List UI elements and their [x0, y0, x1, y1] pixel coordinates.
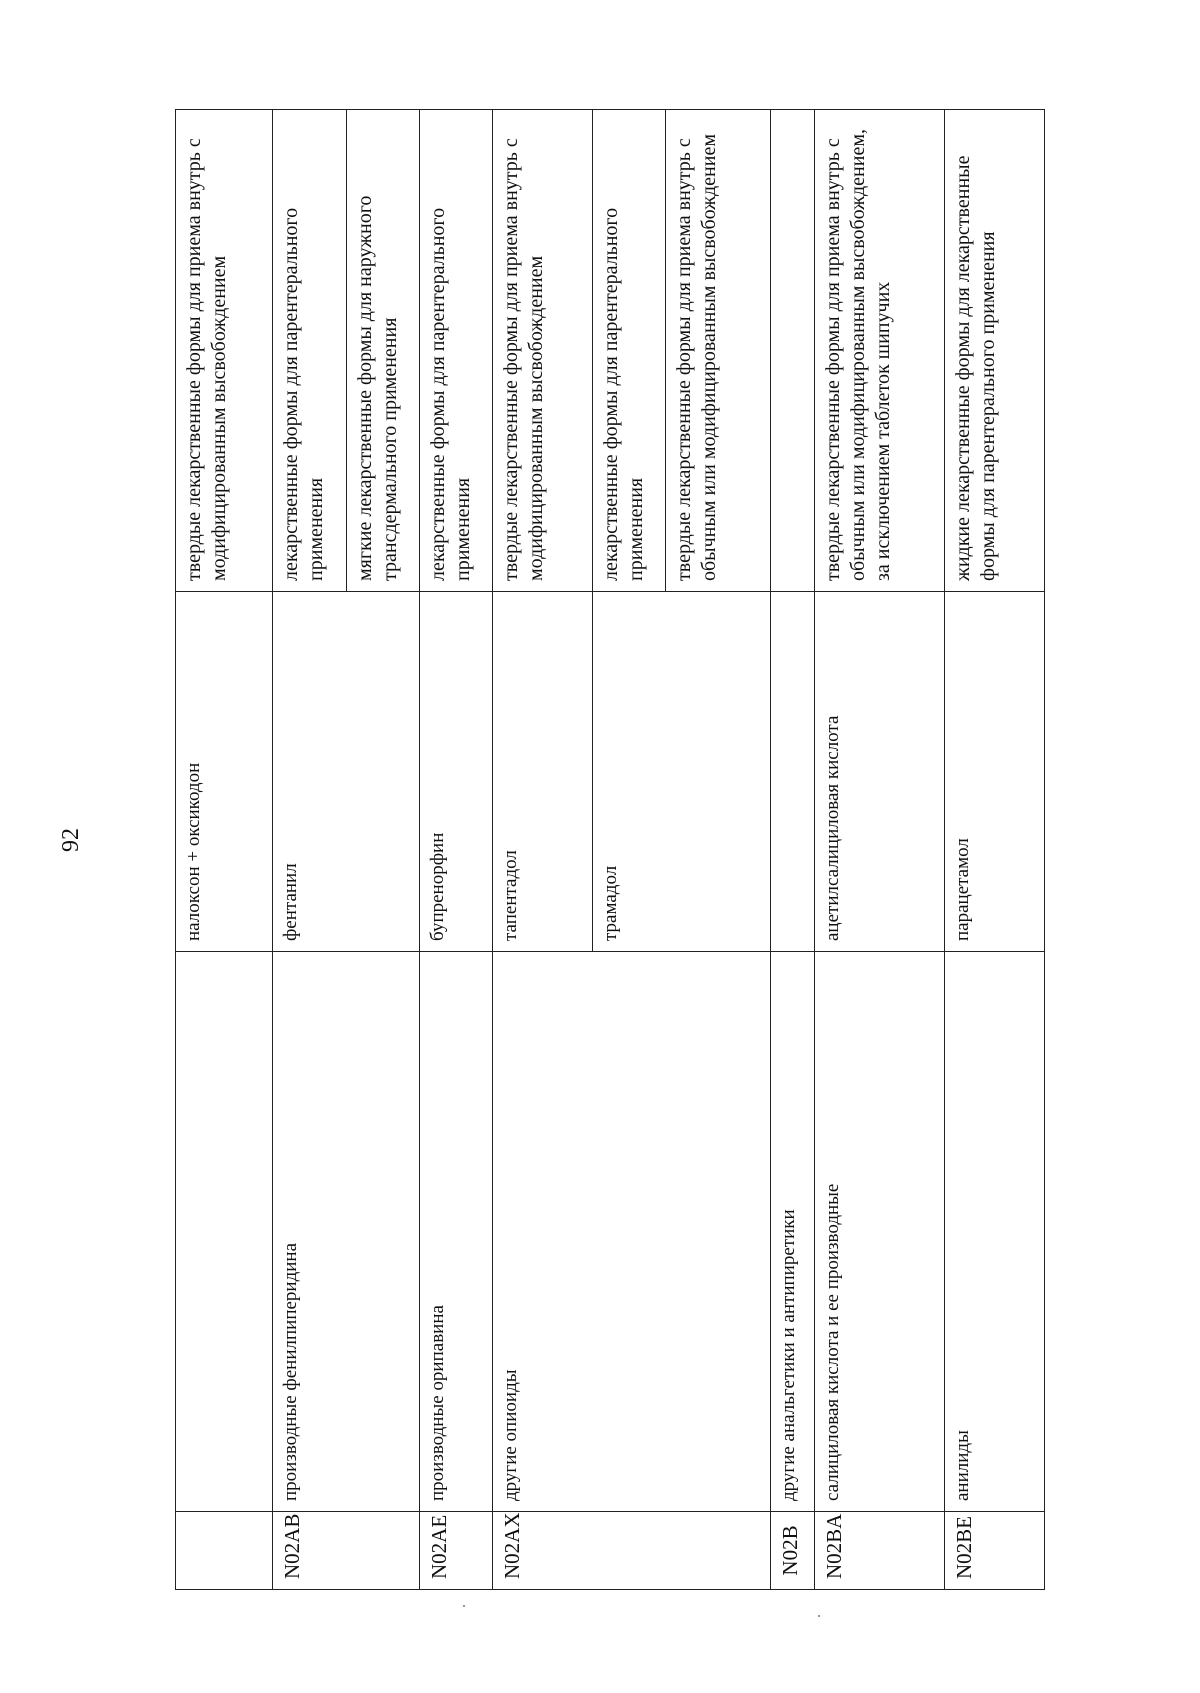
- table-row: [770, 110, 814, 1590]
- group-cell: анилиды: [945, 952, 1045, 1512]
- group-cell: другие опиоиды: [493, 952, 770, 1512]
- drug-cell: бупренорфин: [419, 592, 492, 952]
- atc-code-cell: N02BA: [814, 1512, 945, 1590]
- drug-cell: трамадол: [592, 592, 770, 952]
- table-row: [419, 110, 492, 1590]
- atc-code-cell: N02AE: [419, 1512, 492, 1590]
- atc-code-cell: N02B: [770, 1512, 814, 1590]
- drug-cell: фентанил: [273, 592, 420, 952]
- atc-code-cell: [176, 1512, 273, 1590]
- table-row: [814, 110, 945, 1590]
- atc-code-cell: N02AX: [493, 1512, 770, 1590]
- dosage-form-cell: лекарственные формы для парентерального применения: [592, 110, 665, 592]
- drug-cell: парацетамол: [945, 592, 1045, 952]
- scan-speck: [818, 1615, 820, 1617]
- dosage-form-cell: лекарственные формы для парентерального применения: [273, 110, 346, 592]
- group-cell: производные орипавина: [419, 952, 492, 1512]
- dosage-form-cell: твердые лекарственные формы для приема внутрь с модифицированным высвобождением: [493, 110, 592, 592]
- dosage-form-cell: жидкие лекарственные формы для лекарственные формы для парентерального применения: [945, 110, 1045, 592]
- drug-cell: ацетилсалициловая кислота: [814, 592, 945, 952]
- dosage-form-cell: твердые лекарственные формы для приема внутрь с обычным или модифицированным высвобождением: [665, 110, 770, 592]
- atc-code-cell: N02AB: [273, 1512, 420, 1590]
- drug-cell: тапентадол: [493, 592, 592, 952]
- group-cell: производные фенилпиперидина: [273, 952, 420, 1512]
- drug-cell: [770, 592, 814, 952]
- table-frame: [175, 110, 1045, 1590]
- dosage-form-cell: твердые лекарственные формы для приема внутрь с модифицированным высвобождением: [176, 110, 273, 592]
- atc-code-cell: N02BE: [945, 1512, 1045, 1590]
- group-cell: [176, 952, 273, 1512]
- table-row: [493, 110, 592, 1590]
- page-number: 92: [58, 828, 84, 852]
- dosage-form-cell: лекарственные формы для парентерального применения: [419, 110, 492, 592]
- drug-cell: налоксон + оксикодон: [176, 592, 273, 952]
- scan-speck: [463, 1605, 465, 1607]
- table-row: [176, 110, 273, 1590]
- dosage-form-cell: твердые лекарственные формы для приема внутрь с обычным или модифицированным высвобождением, за исключением таблеток шипучих: [814, 110, 945, 592]
- group-cell: салициловая кислота и ее производные: [814, 952, 945, 1512]
- table-row: [945, 110, 1045, 1590]
- dosage-form-cell: [770, 110, 814, 592]
- drug-table: [175, 109, 1045, 1590]
- group-cell: другие анальгетики и антипиретики: [770, 952, 814, 1512]
- dosage-form-cell: мягкие лекарственные формы для наружного трансдермального применения: [346, 110, 419, 592]
- table-row: [273, 110, 346, 1590]
